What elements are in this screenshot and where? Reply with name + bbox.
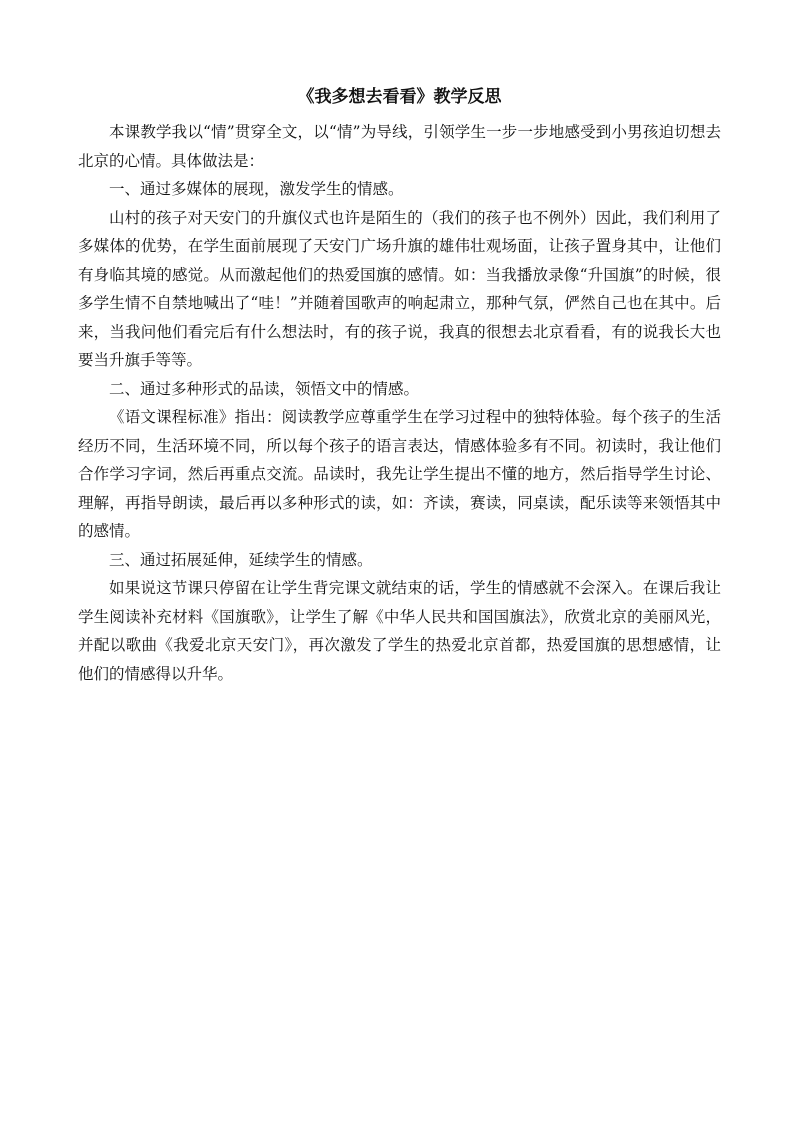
paragraph-section-3: 如果说这节课只停留在让学生背完课文就结束的话，学生的情感就不会深入。在课后我让学生阅读补充材料《国旗歌》，让学生了解《中华人民共和国国旗法》，欣赏北京的美丽风光，并配以歌曲《我爱北京天安门》，再次激发了学生的热爱北京首都，热爱国旗的思想感情，让他们的情感得以升华。: [78, 579, 721, 683]
paragraph-section-1: 山村的孩子对天安门的升旗仪式也许是陌生的（我们的孩子也不例外）因此，我们利用了多媒体的优势，在学生面前展现了天安门广场升旗的雄伟壮观场面，让孩子置身其中，让他们有身临其境的感觉。从而激起他们的热爱国旗的感情。如：当我播放录像“升国旗”的时候，很多学生情不自禁地喊出了“哇！”并随着国歌声的响起肃立，那种气氛，俨然自己也在其中。后来，当我问他们看完后有什么想法时，有的孩子说，我真的很想去北京看看，有的说我长大也要当升旗手等等。: [78, 208, 721, 369]
paragraph-section-2: 《语文课程标准》指出：阅读教学应尊重学生在学习过程中的独特体验。每个孩子的生活经历不同，生活环境不同，所以每个孩子的语言表达，情感体验多有不同。初读时，我让他们合作学习字词，然后再重点交流。品读时，我先让学生提出不懂的地方，然后指导学生讨论、理解，再指导朗读，最后再以多种形式的读，如：齐读，赛读，同桌读，配乐读等来领悟其中的感情。: [78, 408, 721, 540]
section-heading-2: 二、通过多种形式的品读，领悟文中的情感。: [109, 379, 420, 398]
document-title: 《我多想去看看》教学反思: [297, 87, 502, 107]
section-heading-1: 一、通过多媒体的展现，激发学生的情感。: [109, 180, 404, 198]
document-body: [78, 84, 721, 688]
section-heading-3: 三、通过拓展延伸，延续学生的情感。: [109, 550, 373, 569]
paragraph-intro: 本课教学我以“情”贯穿全文，以“情”为导线，引领学生一步一步地感受到小男孩迫切想去北京的心情。具体做法是：: [78, 123, 721, 170]
